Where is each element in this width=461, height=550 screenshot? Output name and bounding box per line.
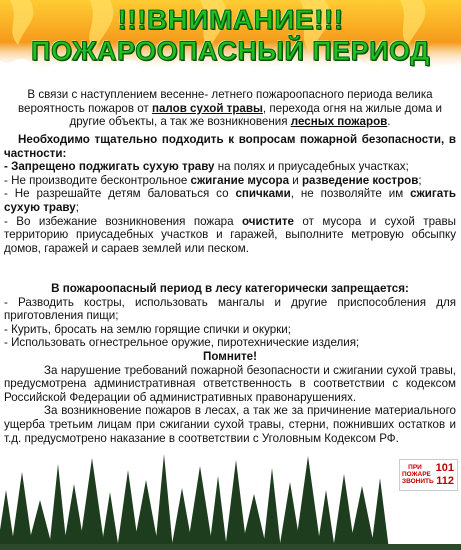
safety-item-3-e: ; — [75, 200, 79, 214]
safety-heading: Необходимо тщательно подходить к вопросам пожарной безопасности, в частности: — [4, 133, 456, 160]
fir-tree — [209, 476, 227, 550]
safety-item-3-c: , не позволяйте им — [290, 187, 411, 201]
fir-tree — [11, 472, 33, 550]
safety-item-4 — [4, 215, 456, 256]
safety-item-3-d: сжигать сухую траву — [4, 187, 456, 214]
safety-item-4-c: от мусора и сухой травы территорию приусадебных участков и гаражей, выполните метровую обсыпку домов, гаражей и сараев землей или песком. — [4, 214, 456, 255]
emergency-phone-box — [399, 459, 458, 491]
fir-tree — [371, 478, 389, 550]
fir-tree — [27, 500, 53, 550]
fir-tree — [263, 468, 281, 550]
safety-item-1-b: сухую траву — [139, 160, 215, 174]
fire-period-title: ПОЖАРООПАСНЫЙ ПЕРИОД — [31, 36, 430, 66]
intro-forest-fires: лесных пожаров — [290, 115, 388, 129]
forest-item-3: - Использовать огнестрельное оружие, пиротехнические изделия; — [4, 336, 360, 350]
safety-item-3 — [4, 187, 456, 214]
intro-text-3: . — [387, 115, 391, 129]
safety-section — [4, 133, 456, 255]
safety-item-4-b: очистите — [241, 214, 294, 228]
fir-tree — [317, 490, 335, 550]
emergency-number-101: 101 — [435, 462, 454, 474]
forest-item-2: - Курить, бросать на землю горящие спички и окурки; — [4, 322, 291, 336]
safety-item-1-a: - Запрещено поджигать — [4, 160, 140, 174]
safety-item-3-b: спичками — [235, 187, 291, 201]
fir-tree — [187, 466, 213, 550]
safety-item-1 — [4, 160, 456, 174]
fir-tree — [155, 454, 173, 550]
safety-item-2-c: и — [289, 173, 302, 187]
fir-tree — [79, 458, 105, 550]
intro-dry-grass: палов сухой травы — [151, 101, 263, 115]
safety-item-1-c: на полях и приусадебных участках; — [214, 160, 409, 174]
fir-tree — [133, 480, 159, 550]
forest-item-1: - Разводить костры, использовать мангалы и другие приспособления для приготовления пищи; — [4, 295, 456, 323]
intro-text-2: , перехода огня на жилые дома и другие объекты, а так же возникновения — [69, 101, 443, 129]
safety-item-3-a: - Не разрешайте детям баловаться со — [4, 187, 236, 201]
safety-item-2-a: - Не производите бесконтрольное — [4, 173, 191, 187]
warning-title: !!!ВНИМАНИЕ!!! — [117, 4, 344, 35]
fir-tree — [101, 492, 119, 550]
forest-illustration — [0, 452, 461, 550]
safety-item-2 — [4, 174, 456, 188]
forest-section — [4, 282, 456, 445]
fir-tree — [241, 494, 267, 550]
safety-item-2-d: разведение костров — [301, 173, 419, 187]
criminal-liability-paragraph: За возникновение пожаров в лесах, а так же за причинение материального ущерба третьим лицам при сжигании сухой травы, стерни, пожнивших остатков и т.д. предусмотрено наказание в соответствии с Уголовным Кодексом РФ. — [4, 404, 456, 445]
emergency-phone-label: ПРИ ПОЖАРЕ ЗВОНИТЬ — [402, 464, 434, 485]
forest-heading: В пожароопасный период в лесу категорически запрещается: — [51, 282, 409, 295]
fir-tree — [49, 464, 67, 550]
safety-item-2-e: ; — [418, 173, 422, 187]
safety-item-4-a: - Во избежание возникновения пожара — [4, 214, 242, 228]
fir-tree — [225, 460, 247, 550]
emergency-number-112: 112 — [436, 475, 454, 487]
fir-tree — [295, 456, 321, 550]
admin-liability-paragraph: За нарушение требований пожарной безопасности и сжигании сухой травы, предусмотрена административная ответственность в соответствии с кодексом Российской Федерации об административных правонарушениях. — [4, 363, 456, 404]
safety-item-2-b: сжигание мусора — [190, 173, 290, 187]
intro-text-1: В связи с наступлением весенне- летнего пожароопасного периода велика вероятность пожаров от — [17, 88, 433, 115]
remember-heading: Помните! — [203, 349, 257, 363]
fir-tree — [349, 486, 375, 550]
intro-paragraph — [4, 88, 456, 129]
